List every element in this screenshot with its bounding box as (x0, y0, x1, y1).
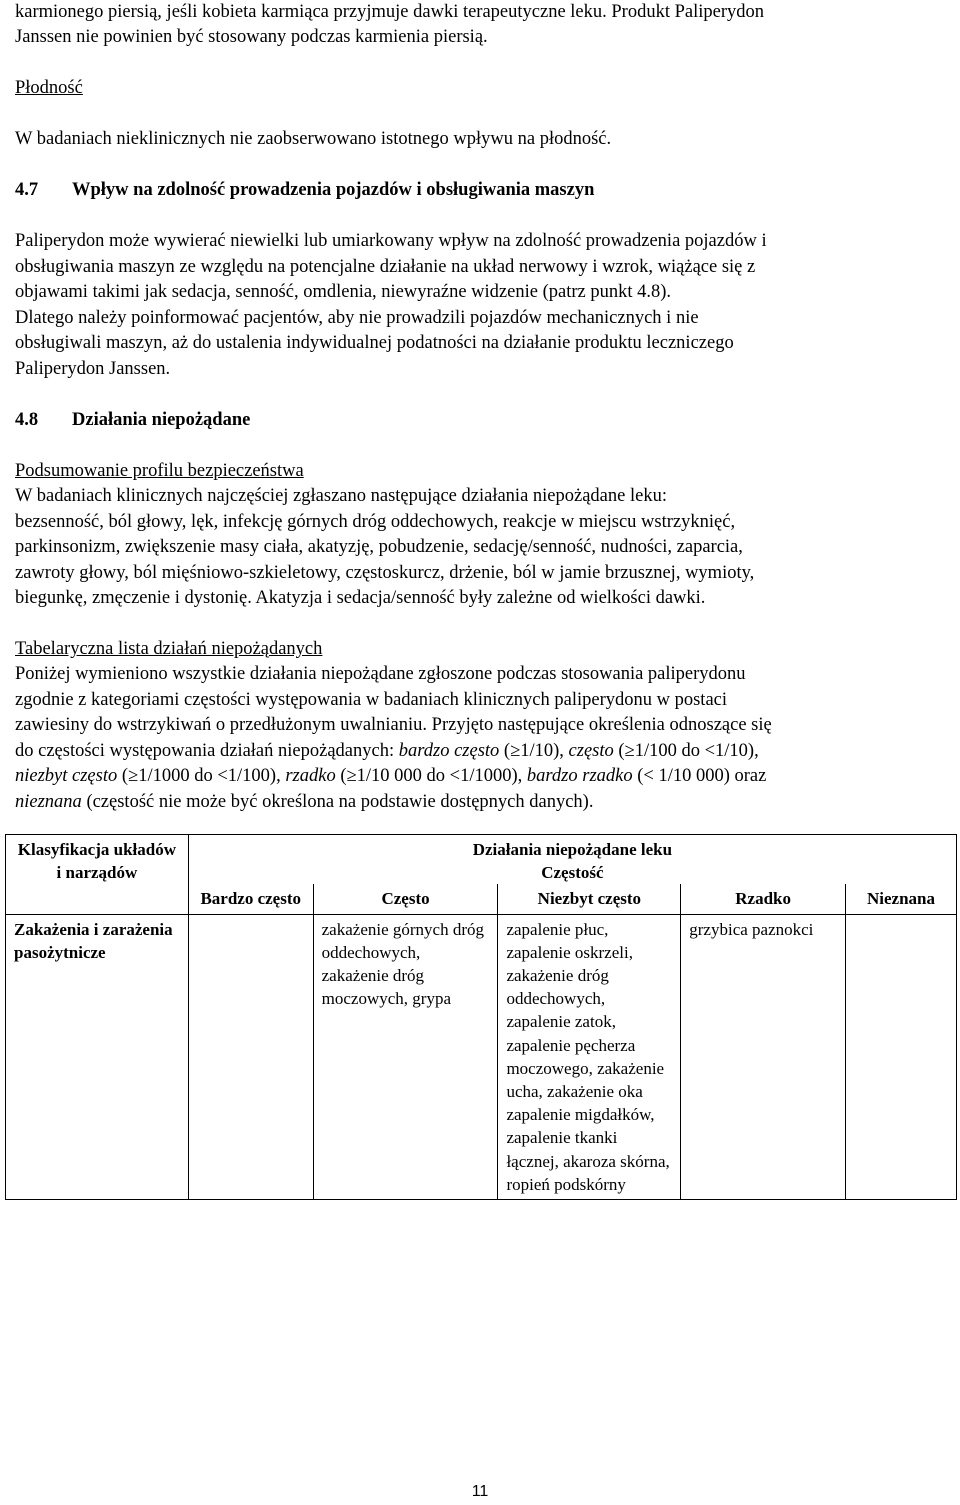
term-common: często (568, 741, 614, 761)
text-line: zgodnie z kategoriami częstości występowania w badaniach klinicznych paliperydonu w postaci (15, 690, 728, 710)
frequency-line (15, 739, 759, 765)
text-run: (≥1/1000 do <1/100), (117, 766, 286, 786)
term-unknown: nieznana (15, 792, 82, 812)
cell-very-common (188, 914, 313, 1199)
header-soc: Klasyfikacja układów i narządów (6, 835, 189, 915)
summary-heading: Podsumowanie profilu bezpieczeństwa (15, 461, 304, 481)
text-line: zawroty głowy, ból mięśniowo-szkieletowy, częstoskurcz, drżenie, ból w jamie brzusznej, wymioty, (15, 563, 755, 583)
text-run: do częstości występowania działań niepożądanych: (15, 741, 399, 761)
text-run: (≥1/10 000 do <1/1000), (335, 766, 527, 786)
text-line: parkinsonizm, zwiększenie masy ciała, akatyzję, pobudzenie, sedację/senność, nudności, zaparcia, (15, 537, 743, 557)
term-very-common: bardzo często (398, 741, 500, 761)
table-header-row (6, 835, 957, 885)
section-title: Wpływ na zdolność prowadzenia pojazdów i obsługiwania maszyn (72, 180, 595, 200)
section-number: 4.7 (15, 180, 39, 200)
section-number: 4.8 (15, 410, 39, 430)
text-line: W badaniach klinicznych najczęściej zgłaszano następujące działania niepożądane leku: (15, 486, 667, 506)
frequency-line (15, 790, 593, 816)
cell-uncommon: zapalenie płuc, zapalenie oskrzeli, zakażenie dróg oddechowych, zapalenie zatok, zapalenie pęcherza moczowego, zakażenie ucha, zakażenie oka zapalenie migdałków, zapalenie tkanki łącznej, akaroza skórna, ropień podskórny (498, 914, 681, 1199)
cell-unknown (846, 914, 957, 1199)
header-adverse-reactions: Działania niepożądane leku (472, 840, 673, 859)
header-unknown: Nieznana (846, 884, 957, 914)
text-line: Paliperydon Janssen. (15, 359, 171, 379)
text-run: (częstość nie może być określona na podstawie dostępnych danych). (81, 792, 594, 812)
text-line: obsługiwania maszyn ze względu na potencjalne działanie na układ nerwowy i wzrok, wiążące się z (15, 257, 756, 277)
fertility-heading: Płodność (15, 78, 83, 98)
header-common: Często (313, 884, 498, 914)
header-group (188, 835, 956, 885)
frequency-line (15, 764, 766, 790)
text-line: obsługiwali maszyn, aż do ustalenia indywidualnej podatności na działanie produktu leczniczego (15, 333, 734, 353)
text-line: objawami takimi jak sedacja, senność, omdlenia, niewyraźne widzenie (patrz punkt 4.8). (15, 282, 672, 302)
header-uncommon: Niezbyt często (498, 884, 681, 914)
cell-rare: grzybica paznokci (681, 914, 846, 1199)
section-4-7-heading (15, 178, 594, 204)
page-number: 11 (471, 1483, 489, 1500)
text-line: karmionego piersią, jeśli kobieta karmiąca przyjmuje dawki terapeutyczne leku. Produkt Paliperydon (15, 2, 765, 22)
section-title: Działania niepożądane (72, 410, 251, 430)
header-rare: Rzadko (681, 884, 846, 914)
text-line: biegunkę, zmęczenie i dystonię. Akatyzja i sedacja/senność były zależne od wielkości dawki. (15, 588, 706, 608)
text-line: Janssen nie powinien być stosowany podczas karmienia piersią. (15, 27, 488, 47)
term-uncommon: niezbyt często (15, 766, 118, 786)
header-frequency: Częstość (541, 863, 604, 883)
section-4-8-heading (15, 408, 250, 434)
text-run: (< 1/10 000) oraz (632, 766, 767, 786)
term-rare: rzadko (285, 766, 336, 786)
text-run: (≥1/100 do <1/10), (613, 741, 759, 761)
adverse-reactions-table (5, 834, 957, 1200)
table-row (6, 914, 957, 1199)
term-very-rare: bardzo rzadko (526, 766, 633, 786)
fertility-text: W badaniach nieklinicznych nie zaobserwowano istotnego wpływu na płodność. (15, 129, 612, 149)
text-line: Dlatego należy poinformować pacjentów, aby nie prowadzili pojazdów mechanicznych i nie (15, 308, 699, 328)
header-very-common: Bardzo często (188, 884, 313, 914)
cell-soc: Zakażenia i zarażenia pasożytnicze (6, 914, 189, 1199)
cell-common: zakażenie górnych dróg oddechowych, zakażenie dróg moczowych, grypa (313, 914, 498, 1199)
table-list-heading: Tabelaryczna lista działań niepożądanych (15, 639, 323, 659)
text-line: Paliperydon może wywierać niewielki lub umiarkowany wpływ na zdolność prowadzenia pojazdów i (15, 231, 767, 251)
text-line: zawiesiny do wstrzykiwań o przedłużonym uwalnianiu. Przyjęto następujące określenia odnoszące się (15, 715, 772, 735)
text-run: (≥1/10), (499, 741, 569, 761)
text-line: bezsenność, ból głowy, lęk, infekcję górnych dróg oddechowych, reakcje w miejscu wstrzyknięć, (15, 512, 736, 532)
text-line: Poniżej wymieniono wszystkie działania niepożądane zgłoszone podczas stosowania paliperydonu (15, 664, 746, 684)
